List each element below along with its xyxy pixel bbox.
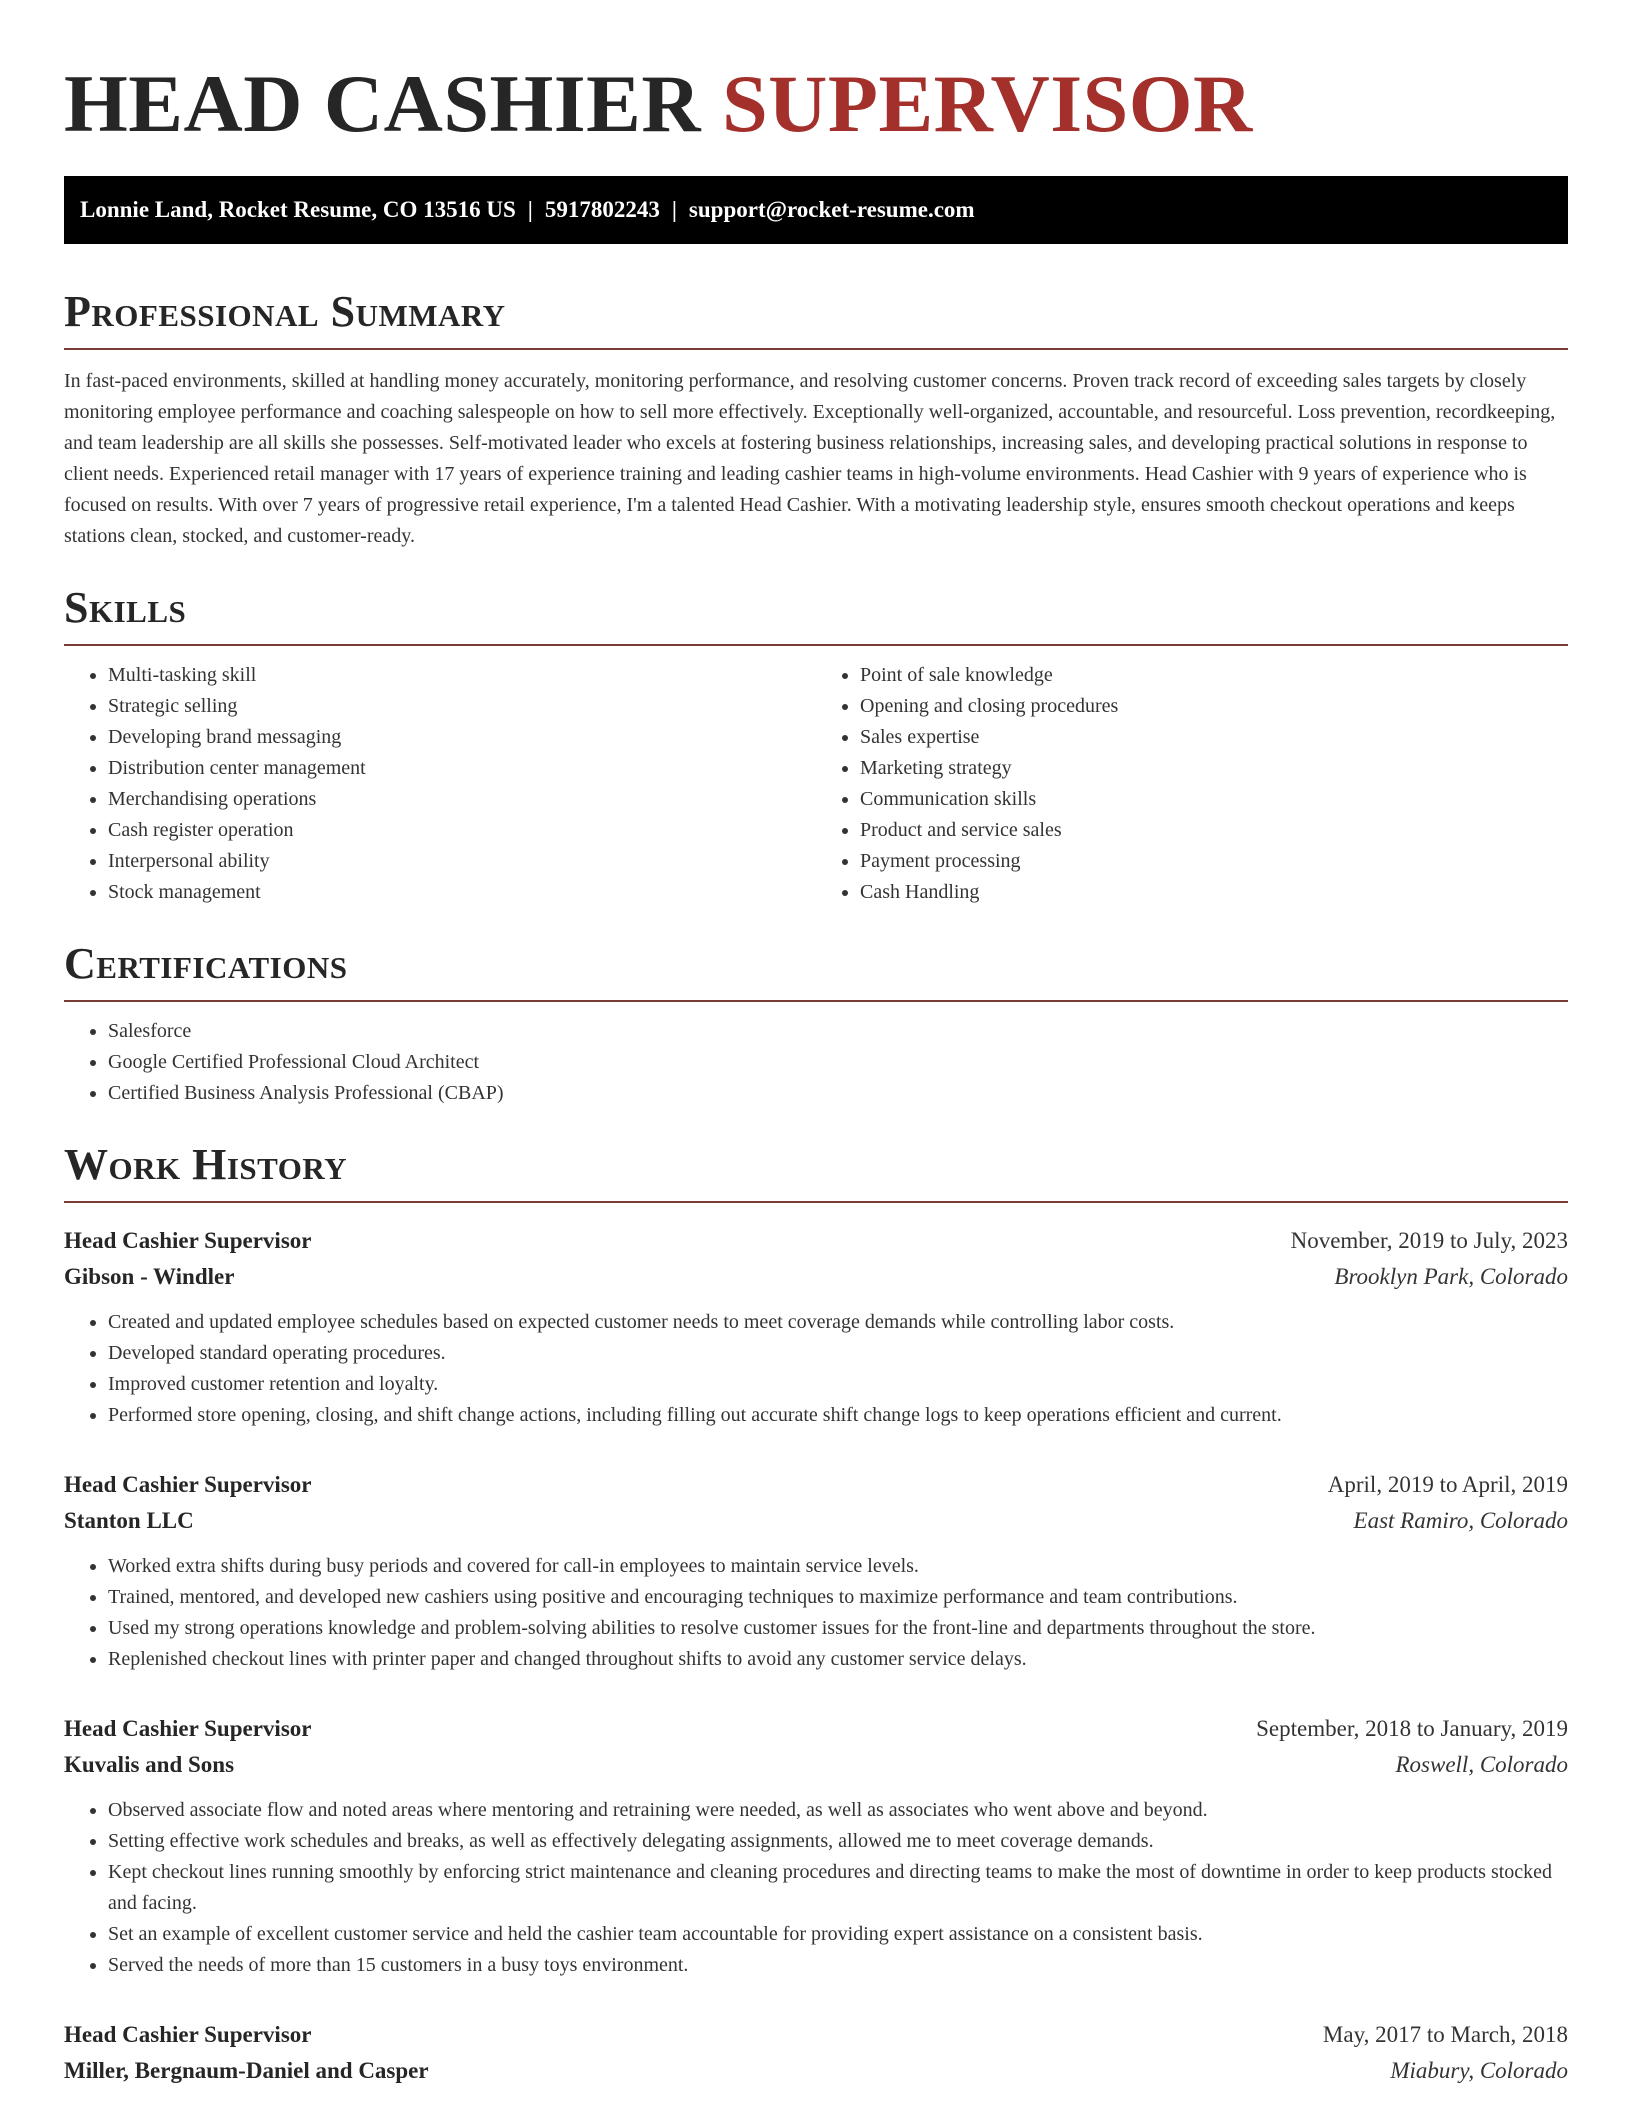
skill-item: • Communication skills <box>860 784 1568 815</box>
job-entry <box>64 2017 1568 2089</box>
job-entry <box>64 1223 1568 1431</box>
skill-item: • Point of sale knowledge <box>860 660 1568 691</box>
name-part-1: HEAD CASHIER <box>64 58 702 149</box>
job-bullet: • Observed associate flow and noted areas where mentoring and retraining were needed, as well as associates who went above and beyond. <box>108 1795 1568 1826</box>
section-divider <box>64 644 1568 646</box>
job-title: Head Cashier Supervisor <box>64 1716 312 1741</box>
job-entry <box>64 1467 1568 1675</box>
job-dates: May, 2017 to March, 2018 <box>1322 2022 1568 2047</box>
name-part-2: SUPERVISOR <box>722 58 1253 149</box>
contact-address: Lonnie Land, Rocket Resume, CO 13516 US <box>80 197 516 222</box>
job-bullet: • Kept checkout lines running smoothly by enforcing strict maintenance and cleaning procedures and directing teams to make the most of downtime in order to keep products stocked and facing. <box>108 1857 1568 1919</box>
job-bullets <box>64 1795 1568 1981</box>
certifications-heading: Certifications <box>64 939 348 988</box>
job-bullet: • Improved customer retention and loyalty. <box>108 1369 1568 1400</box>
work-history-heading: Work History <box>64 1140 348 1189</box>
skill-item: • Strategic selling <box>108 691 816 722</box>
contact-email[interactable]: support@rocket-resume.com <box>688 197 975 222</box>
certifications-list <box>64 1016 1568 1109</box>
job-title: Head Cashier Supervisor <box>64 1472 312 1497</box>
skill-item: • Interpersonal ability <box>108 846 816 877</box>
job-header-row <box>64 1711 1568 1747</box>
skills-list-right <box>816 660 1568 908</box>
skill-item: • Product and service sales <box>860 815 1568 846</box>
job-header-row <box>64 1467 1568 1503</box>
job-title: Head Cashier Supervisor <box>64 1228 312 1253</box>
job-company: Miller, Bergnaum-Daniel and Casper <box>64 2058 429 2083</box>
summary-text: In fast-paced environments, skilled at handling money accurately, monitoring performance, and resolving customer concerns. Proven track record of exceeding sales targets by closely monitoring employee performance and coaching salespeople on how to sell more effectively. Exceptionally well-organized, accountable, and resourceful. Loss prevention, recordkeeping, and team leadership are all skills she possesses. Self-motivated leader who excels at fostering business relationships, increasing sales, and developing practical solutions in response to client needs. Experienced retail manager with 17 years of experience training and leading cashier teams in high-volume environments. Head Cashier with 9 years of experience who is focused on results. With over 7 years of progressive retail experience, I'm a talented Head Cashier. With a motivating leadership style, ensures smooth checkout operations and keeps stations clean, stocked, and customer-ready. <box>64 370 1556 547</box>
job-title: Head Cashier Supervisor <box>64 2022 312 2047</box>
job-company-row <box>64 1747 1568 1783</box>
job-location: Miabury, Colorado <box>1390 2058 1568 2083</box>
section-divider <box>64 1000 1568 1002</box>
skill-item: • Stock management <box>108 877 816 908</box>
job-bullet: • Created and updated employee schedules based on expected customer needs to meet coverage demands while controlling labor costs. <box>108 1307 1568 1338</box>
skill-item: • Sales expertise <box>860 722 1568 753</box>
job-dates: April, 2019 to April, 2019 <box>1327 1472 1568 1497</box>
job-dates: September, 2018 to January, 2019 <box>1256 1716 1568 1741</box>
job-bullet: • Set an example of excellent customer service and held the cashier team accountable for providing expert assistance on a consistent basis. <box>108 1919 1568 1950</box>
skills-columns <box>64 660 1568 908</box>
section-divider <box>64 1201 1568 1203</box>
job-location: Brooklyn Park, Colorado <box>1334 1264 1568 1289</box>
skill-item: • Cash register operation <box>108 815 816 846</box>
job-bullets <box>64 1307 1568 1431</box>
job-bullet: • Used my strong operations knowledge and problem-solving abilities to resolve customer issues for the front-line and departments throughout the store. <box>108 1613 1568 1644</box>
job-company: Kuvalis and Sons <box>64 1752 235 1777</box>
job-bullet: • Developed standard operating procedures. <box>108 1338 1568 1369</box>
job-location: Roswell, Colorado <box>1395 1752 1568 1777</box>
job-bullet: • Setting effective work schedules and breaks, as well as effectively delegating assignments, allowed me to meet coverage demands. <box>108 1826 1568 1857</box>
resume-name <box>64 58 1568 150</box>
skill-item: • Multi-tasking skill <box>108 660 816 691</box>
job-bullet: • Served the needs of more than 15 customers in a busy toys environment. <box>108 1950 1568 1981</box>
contact-separator: | <box>527 197 533 222</box>
skill-item: • Merchandising operations <box>108 784 816 815</box>
skills-heading: Skills <box>64 583 187 632</box>
contact-phone: 5917802243 <box>544 197 660 222</box>
contact-separator: | <box>671 197 677 222</box>
job-company: Stanton LLC <box>64 1508 194 1533</box>
certification-item: • Certified Business Analysis Professional (CBAP) <box>108 1078 1568 1109</box>
skill-item: • Developing brand messaging <box>108 722 816 753</box>
job-location: East Ramiro, Colorado <box>1353 1508 1568 1533</box>
skills-list-left <box>64 660 816 908</box>
job-bullet: • Replenished checkout lines with printer paper and changed throughout shifts to avoid any customer service delays. <box>108 1644 1568 1675</box>
job-bullet: • Performed store opening, closing, and shift change actions, including filling out accurate shift change logs to keep operations efficient and current. <box>108 1400 1568 1431</box>
skill-item: • Opening and closing procedures <box>860 691 1568 722</box>
skill-item: • Distribution center management <box>108 753 816 784</box>
job-bullet: • Trained, mentored, and developed new cashiers using positive and encouraging techniques to maximize performance and team contributions. <box>108 1582 1568 1613</box>
job-header-row <box>64 1223 1568 1259</box>
skill-item: • Cash Handling <box>860 877 1568 908</box>
job-company-row <box>64 1259 1568 1295</box>
skill-item: • Marketing strategy <box>860 753 1568 784</box>
certification-item: • Google Certified Professional Cloud Architect <box>108 1047 1568 1078</box>
certification-item: • Salesforce <box>108 1016 1568 1047</box>
skill-item: • Payment processing <box>860 846 1568 877</box>
summary-heading: Professional Summary <box>64 287 506 336</box>
job-header-row <box>64 2017 1568 2053</box>
job-dates: November, 2019 to July, 2023 <box>1290 1228 1568 1253</box>
section-divider <box>64 348 1568 350</box>
job-company: Gibson - Windler <box>64 1264 235 1289</box>
job-company-row <box>64 1503 1568 1539</box>
job-bullets <box>64 1551 1568 1675</box>
job-entry <box>64 1711 1568 1981</box>
job-bullet: • Worked extra shifts during busy periods and covered for call-in employees to maintain service levels. <box>108 1551 1568 1582</box>
contact-bar <box>64 176 1568 244</box>
job-company-row <box>64 2053 1568 2089</box>
